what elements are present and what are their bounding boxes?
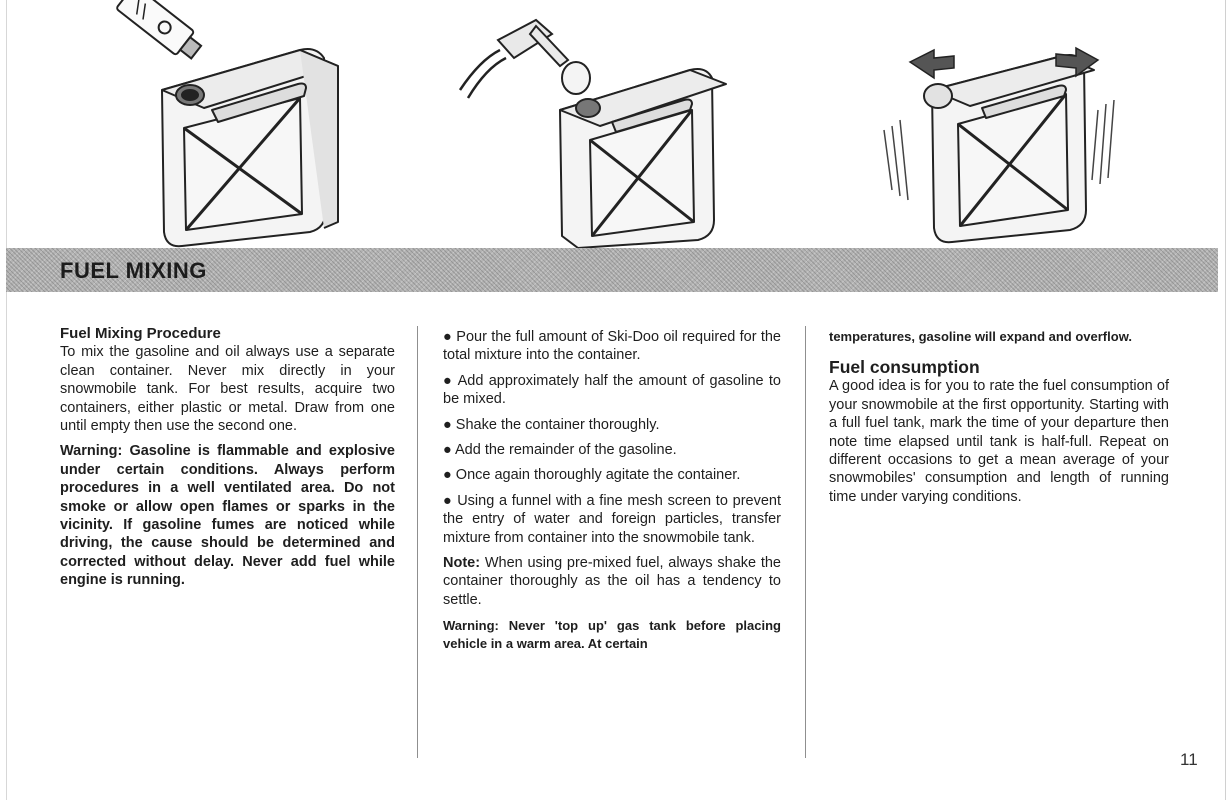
step-item: ● Add the remainder of the gasoline. (443, 442, 677, 459)
middle-column (443, 328, 781, 653)
column-divider-2 (805, 326, 806, 758)
page-edge-right (1225, 0, 1226, 800)
left-column (60, 325, 395, 590)
note-text: When using pre-mixed fuel, always shake the container thoroughly as the oil has a tendency to settle. (443, 555, 781, 608)
illustration-shake-container (872, 0, 1132, 248)
column-divider-1 (417, 326, 418, 758)
step-item: ● Once again thoroughly agitate the container. (443, 467, 741, 484)
top-up-warning-continued: temperatures, gasoline will expand and overflow. (829, 329, 1132, 344)
flammable-warning: Warning: Gasoline is flammable and explosive under certain conditions. Always perform procedures in a well ventilated area. Do not smoke or allow open flames or sparks in the vicinity. If gasoline fumes are noticed while driving, the cause should be determined and corrected without delay. Never add fuel while engine is running. (60, 443, 395, 589)
fuel-consumption-paragraph: A good idea is for you to rate the fuel consumption of your snowmobile at the first opportunity. Starting with a full fuel tank, mark the time of your departure then note time elapsed until tank is half-full. Repeat on different occasions to get a mean average of your snowmobiles' consumption and length of running time under varying conditions. (829, 378, 1169, 505)
page-edge-left (6, 0, 7, 800)
procedure-paragraph: To mix the gasoline and oil always use a separate clean container. Never mix directly in your snowmobile tank. For best results, acquire two containers, either plastic or metal. Draw from one until empty then use the second one. (60, 344, 395, 435)
step-item: ● Add approximately half the amount of gasoline to be mixed. (443, 372, 781, 408)
right-column (829, 328, 1169, 506)
note-label: Note: (443, 555, 481, 572)
page-number: 11 (1180, 750, 1198, 769)
section-title: FUEL MIXING (60, 258, 207, 283)
step-item: ● Shake the container thoroughly. (443, 416, 660, 433)
procedure-heading: Fuel Mixing Procedure (60, 325, 221, 342)
fuel-consumption-heading: Fuel consumption (829, 357, 980, 377)
illustration-pour-oil (100, 0, 400, 248)
jerry-can-shaking-icon (872, 0, 1132, 248)
top-up-warning: Warning: Never 'top up' gas tank before placing vehicle in a warm area. At certain (443, 618, 781, 652)
section-banner (6, 248, 1218, 292)
premix-note (443, 554, 781, 609)
step-item: ● Pour the full amount of Ski-Doo oil required for the total mixture into the container. (443, 329, 781, 364)
jerry-can-with-fuel-nozzle-icon (440, 0, 740, 248)
illustration-add-gasoline (440, 0, 740, 248)
step-item: ● Using a funnel with a fine mesh screen to prevent the entry of water and foreign particles, transfer mixture from container into the snowmobile tank. (443, 492, 781, 546)
jerry-can-with-oil-bottle-icon (100, 0, 400, 248)
